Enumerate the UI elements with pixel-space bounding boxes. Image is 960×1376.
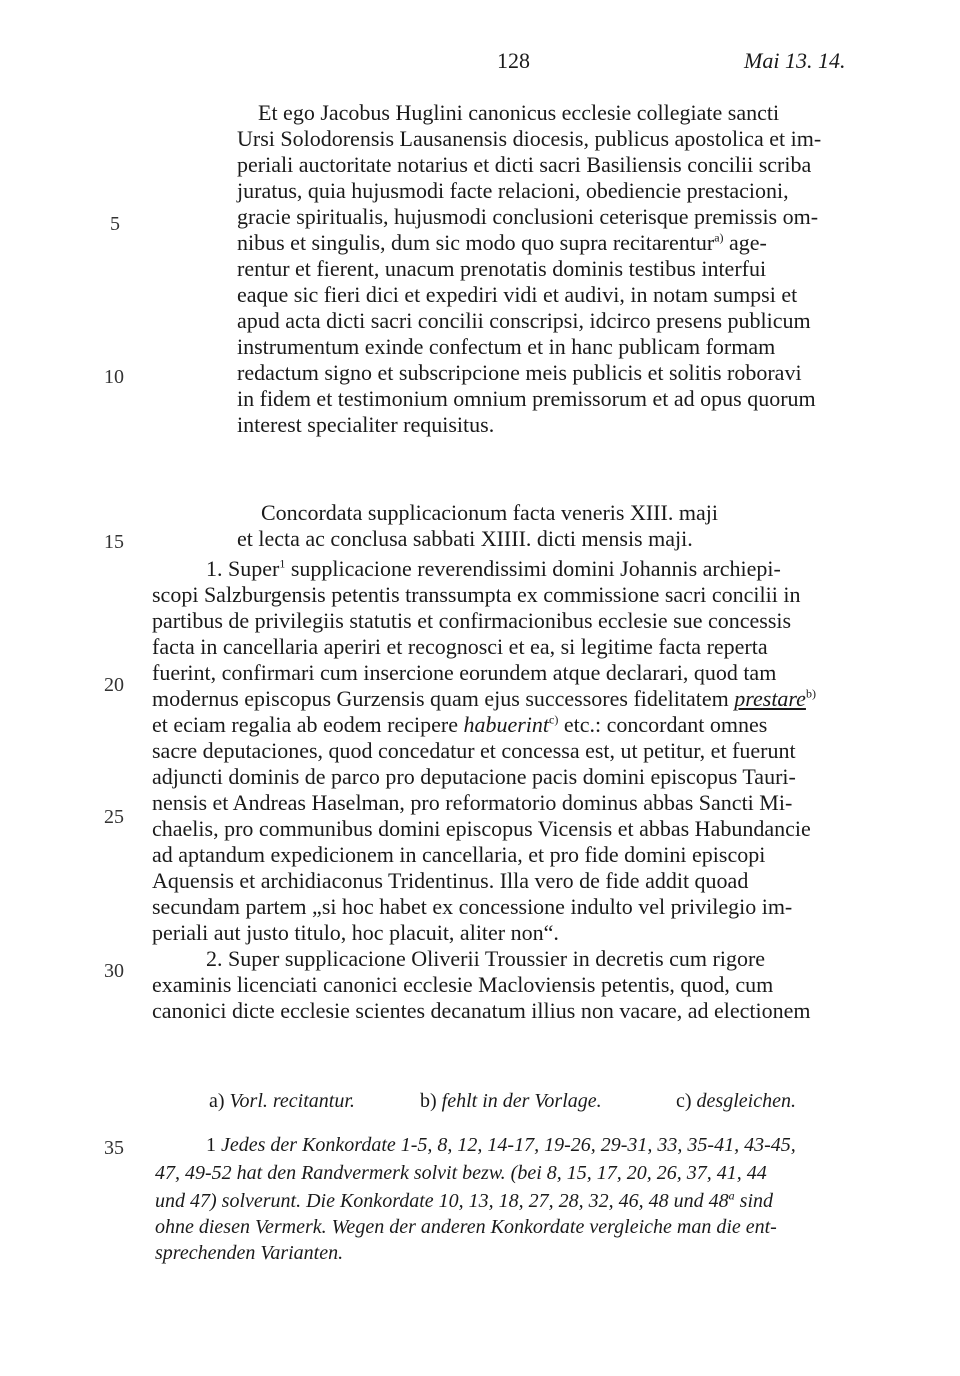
text-segment: nibus et singulis, dum sic modo quo supra recitarentur bbox=[237, 230, 715, 255]
text-segment: age- bbox=[729, 230, 767, 255]
textual-note-marker: b) bbox=[805, 686, 816, 701]
running-date: Mai 13. 14. bbox=[744, 48, 846, 73]
text-segment: supplicacione reverendissimi domini Johannis archiepi- bbox=[290, 556, 781, 581]
text-line: sacre deputaciones, quod concedatur et concessa est, ut petitur, et fuerunt bbox=[152, 738, 796, 763]
emphasized-word: prestare bbox=[734, 686, 806, 711]
text-line: rentur et fierent, unacum prenotatis dominis testibus interfui bbox=[237, 256, 767, 281]
text-line: facta in cancellaria aperiri et recognosci et ea, si legitime facta reperta bbox=[152, 634, 768, 659]
text-line: gracie spiritualis, hujusmodi conclusioni ceterisque premissis om- bbox=[237, 204, 819, 229]
note-text: desgleichen. bbox=[696, 1090, 796, 1112]
page-header bbox=[0, 48, 960, 78]
text-segment: und 47) solverunt. Die Konkordate 10, 13, 18, 27, 28, 32, 46, 48 und 48 bbox=[155, 1190, 729, 1212]
text-line: 2. Super supplicacione Oliverii Troussier in decretis cum rigore bbox=[206, 946, 766, 971]
text-line: periali aut justo titulo, hoc placuit, aliter non“. bbox=[152, 920, 559, 945]
note-mark: c) bbox=[676, 1090, 692, 1112]
footnote-line: 47, 49-52 hat den Randvermerk solvit bezw. (bei 8, 15, 17, 20, 26, 37, 41, 44 bbox=[155, 1162, 767, 1184]
text-line: eaque sic fieri dici et expediri vidi et audivi, in notam sumpsi et bbox=[237, 282, 798, 307]
footnote-superscript: a bbox=[728, 1188, 735, 1203]
text-line: Ursi Solodorensis Lausanensis diocesis, publicus apostolica et im- bbox=[237, 126, 822, 151]
heading-line: Concordata supplicacionum facta veneris XIII. maji bbox=[261, 500, 718, 525]
text-line: fuerint, confirmari cum insercione eorundem atque declarari, quod tam bbox=[152, 660, 777, 685]
footnote-line bbox=[206, 1133, 796, 1157]
text-line bbox=[152, 686, 892, 712]
text-segment: 1. Super bbox=[206, 556, 280, 581]
line-number: 30 bbox=[104, 960, 124, 982]
text-line: nensis et Andreas Haselman, pro reformatorio dominus abbas Sancti Mi- bbox=[152, 790, 793, 815]
line-number: 15 bbox=[104, 531, 124, 553]
note-mark: b) bbox=[420, 1090, 437, 1112]
textual-note bbox=[676, 1090, 796, 1113]
text-segment: sind bbox=[739, 1190, 774, 1212]
text-line: canonici dicte ecclesie scientes decanatum illius non vacare, ad electionem bbox=[152, 998, 811, 1023]
line-number: 10 bbox=[104, 366, 124, 388]
text-line: in fidem et testimonium omnium premissorum et ad opus quorum bbox=[237, 386, 816, 411]
line-number: 35 bbox=[104, 1137, 124, 1159]
text-line: juratus, quia hujusmodi facte relacioni, obediencie prestacioni, bbox=[237, 178, 789, 203]
text-line: Aquensis et archidiaconus Tridentinus. Illa vero de fide addit quoad bbox=[152, 868, 749, 893]
text-line: periali auctoritate notarius et dicti sacri Basiliensis concilii scriba bbox=[237, 152, 812, 177]
textual-note bbox=[209, 1090, 355, 1113]
text-segment: et eciam regalia ab eodem recipere bbox=[152, 712, 458, 737]
text-line: instrumentum exinde confectum et in hanc publicam formam bbox=[237, 334, 776, 359]
line-number: 20 bbox=[104, 674, 124, 696]
text-line: examinis licenciati canonici ecclesie Macloviensis petentis, quod, cum bbox=[152, 972, 774, 997]
note-mark: a) bbox=[209, 1090, 225, 1112]
footnote-line: ohne diesen Vermerk. Wegen der anderen Konkordate vergleiche man die ent- bbox=[155, 1216, 777, 1238]
textual-note-marker: a) bbox=[714, 230, 724, 245]
text-line: Et ego Jacobus Huglini canonicus ecclesie collegiate sancti bbox=[258, 100, 780, 125]
text-line: apud acta dicti sacri concilii conscripsi, idcirco presens publicum bbox=[237, 308, 811, 333]
text-line bbox=[206, 556, 892, 582]
text-line: partibus de privilegiis statutis et confirmacionibus ecclesie sue concessis bbox=[152, 608, 792, 633]
textual-note bbox=[420, 1090, 602, 1113]
text-line: ad aptandum expedicionem in cancellaria, et pro fide domini episcopi bbox=[152, 842, 766, 867]
emphasized-word: habuerint bbox=[463, 712, 550, 737]
text-segment: etc.: concordant omnes bbox=[563, 712, 768, 737]
note-text: fehlt in der Vorlage. bbox=[441, 1090, 602, 1112]
footnote-line bbox=[155, 1189, 773, 1213]
text-line: redactum signo et subscripcione meis publicis et solitis roboravi bbox=[237, 360, 802, 385]
text-segment: modernus episcopus Gurzensis quam ejus successores fidelitatem bbox=[152, 686, 729, 711]
textual-note-marker: c) bbox=[549, 712, 559, 727]
text-line: interest specialiter requisitus. bbox=[237, 412, 495, 437]
text-line bbox=[237, 230, 893, 256]
text-line: scopi Salzburgensis petentis transsumpta ex commissione sacri concilii in bbox=[152, 582, 801, 607]
line-number: 5 bbox=[110, 213, 120, 235]
text-segment: Jedes der Konkordate 1-5, 8, 12, 14-17, 19-26, 29-31, 33, 35-41, 43-45, bbox=[221, 1134, 796, 1156]
text-line: adjuncti dominis de parco pro deputacione pacis domini episcopus Tauri- bbox=[152, 764, 796, 789]
heading-line: et lecta ac conclusa sabbati XIIII. dicti mensis maji. bbox=[237, 526, 693, 551]
line-number: 25 bbox=[104, 806, 124, 828]
page-number: 128 bbox=[497, 48, 530, 73]
text-line: chaelis, pro communibus domini episcopus Vicensis et abbas Habundancie bbox=[152, 816, 811, 841]
text-line: secundam partem „si hoc habet ex concessione indulto vel privilegio im- bbox=[152, 894, 793, 919]
footnote-number: 1 bbox=[206, 1134, 216, 1156]
text-line bbox=[152, 712, 892, 738]
footnote-marker: 1 bbox=[279, 556, 286, 571]
footnote-line: sprechenden Varianten. bbox=[155, 1242, 344, 1264]
note-text: Vorl. recitantur. bbox=[229, 1090, 355, 1112]
